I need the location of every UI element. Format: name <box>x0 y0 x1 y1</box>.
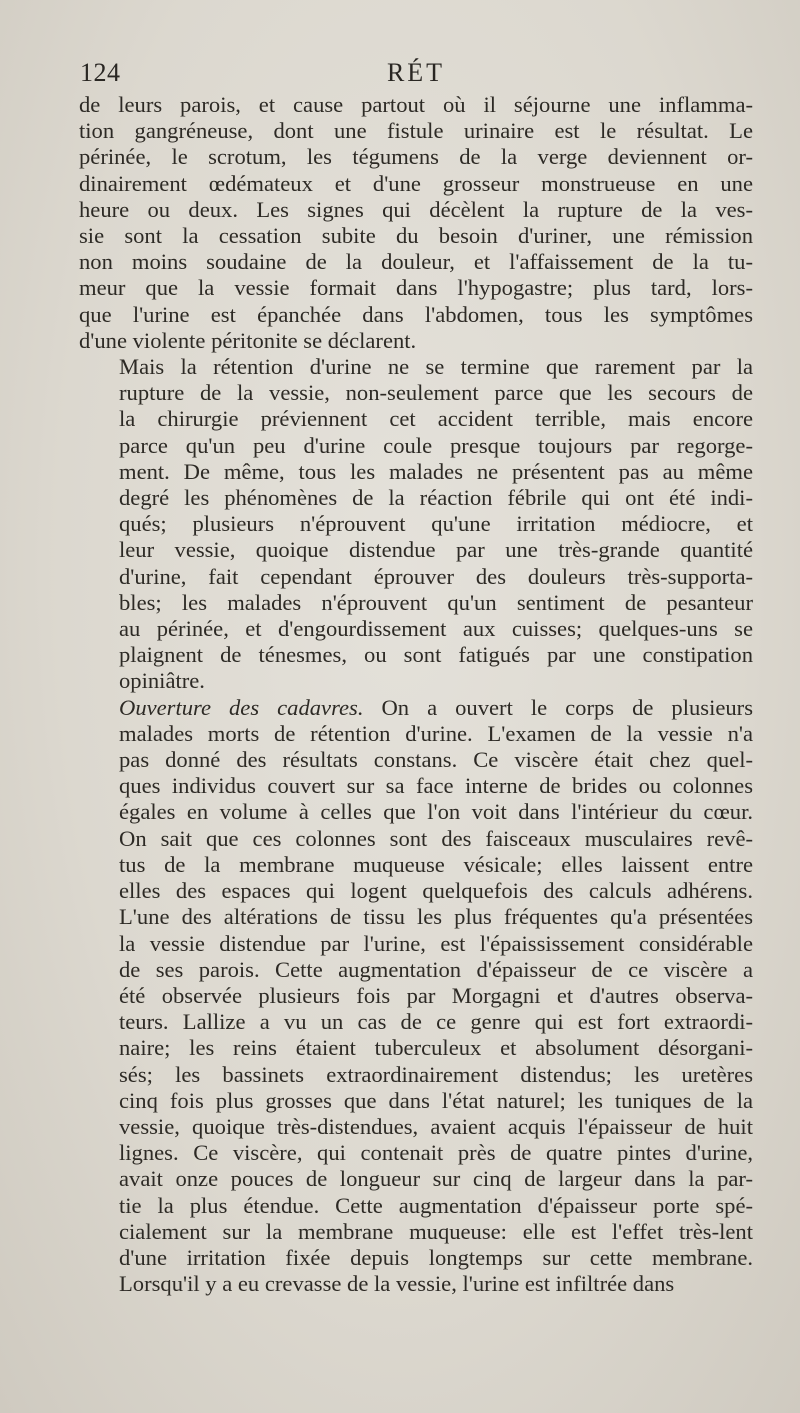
line-text: avait onze pouces de longueur sur cinq de largeur dans la par- <box>119 1166 753 1192</box>
text-line <box>79 1140 753 1166</box>
line-text: sie sont la cessation subite du besoin d'uriner, une rémission <box>79 223 753 249</box>
text-line <box>79 590 753 616</box>
text-line <box>79 1193 753 1219</box>
line-text: la vessie distendue par l'urine, est l'épaississement considérable <box>119 930 753 956</box>
line-text: Lorsqu'il y a eu crevasse de la vessie, l'urine est infiltrée dans <box>119 1271 675 1297</box>
text-line <box>79 564 753 590</box>
text-line <box>79 1035 753 1061</box>
text-line <box>79 957 753 983</box>
line-text: degré les phénomènes de la réaction fébrile qui ont été indi- <box>119 485 753 511</box>
line-text: On sait que ces colonnes sont des faisceaux musculaires revê- <box>119 825 753 851</box>
line-text: naire; les reins étaient tuberculeux et absolument désorgani- <box>119 1035 753 1061</box>
line-text: parce qu'un peu d'urine coule presque toujours par regorge- <box>119 432 753 458</box>
line-text: rupture de la vessie, non-seulement parce que les secours de <box>119 380 753 406</box>
text-line <box>79 1088 753 1114</box>
text-line <box>79 249 753 275</box>
text-line <box>79 695 753 721</box>
text-line <box>79 537 753 563</box>
line-text: tus de la membrane muqueuse vésicale; elles laissent entre <box>119 851 753 877</box>
line-text: périnée, le scrotum, les tégumens de la verge deviennent or- <box>79 144 753 170</box>
line-text: opiniâtre. <box>119 668 205 694</box>
text-line <box>79 328 753 354</box>
line-text: d'une violente péritonite se déclarent. <box>79 327 417 353</box>
text-line <box>79 433 753 459</box>
page-header <box>80 58 752 94</box>
line-text: leur vessie, quoique distendue par une très-grande quantité <box>119 537 753 563</box>
line-text: d'une irritation fixée depuis longtemps sur cette membrane. <box>119 1244 753 1270</box>
line-text: d'urine, fait cependant éprouver des douleurs très-supporta- <box>119 563 753 589</box>
text-line <box>79 380 753 406</box>
text-line <box>79 747 753 773</box>
line-text: teurs. Lallize a vu un cas de ce genre qui est fort extraordi- <box>119 1009 753 1035</box>
text-line <box>79 171 753 197</box>
line-text: On a ouvert le corps de plusieurs <box>363 694 753 720</box>
line-text: au périnée, et d'engourdissement aux cuisses; quelques-uns se <box>119 616 753 642</box>
line-text: malades morts de rétention d'urine. L'examen de la vessie n'a <box>119 720 753 746</box>
text-line <box>79 799 753 825</box>
line-text: pas donné des résultats constans. Ce viscère était chez quel- <box>119 747 753 773</box>
text-line <box>79 354 753 380</box>
text-line <box>79 852 753 878</box>
paragraph <box>79 354 753 695</box>
line-text: qués; plusieurs n'éprouvent qu'une irritation médiocre, et <box>119 511 753 537</box>
line-text: lignes. Ce viscère, qui contenait près de quatre pintes d'urine, <box>119 1140 753 1166</box>
line-text: été observée plusieurs fois par Morgagni et d'autres observa- <box>119 982 753 1008</box>
text-line <box>79 459 753 485</box>
text-line <box>79 485 753 511</box>
line-text: ment. De même, tous les malades ne présentent pas au même <box>119 458 753 484</box>
text-line <box>79 197 753 223</box>
text-line <box>79 773 753 799</box>
text-line <box>79 302 753 328</box>
line-text: sés; les bassinets extraordinairement distendus; les uretères <box>119 1061 753 1087</box>
line-text: elles des espaces qui logent quelquefois des calculs adhérens. <box>119 878 753 904</box>
text-line <box>79 1219 753 1245</box>
line-text: Mais la rétention d'urine ne se termine que rarement par la <box>119 354 753 380</box>
text-line <box>79 878 753 904</box>
line-text: tion gangréneuse, dont une fistule urinaire est le résultat. Le <box>79 118 753 144</box>
line-text: cialement sur la membrane muqueuse: elle est l'effet très-lent <box>119 1218 753 1244</box>
text-line <box>79 1166 753 1192</box>
line-text: tie la plus étendue. Cette augmentation d'épaisseur porte spé- <box>119 1192 753 1218</box>
text-line <box>79 511 753 537</box>
text-line <box>79 668 753 694</box>
line-text: égales en volume à celles que l'on voit dans l'intérieur du cœur. <box>119 799 753 825</box>
line-text: heure ou deux. Les signes qui décèlent la rupture de la ves- <box>79 196 753 222</box>
text-line <box>79 642 753 668</box>
line-text: ques individus couvert sur sa face interne de brides ou colonnes <box>119 773 753 799</box>
line-text: meur que la vessie formait dans l'hypogastre; plus tard, lors- <box>79 275 753 301</box>
line-text: L'une des altérations de tissu les plus fréquentes qu'a présentées <box>119 904 753 930</box>
paragraph <box>79 695 753 1298</box>
body-text <box>79 92 753 1297</box>
section-lead: Ouverture des cadavres. <box>119 694 364 720</box>
text-line <box>79 983 753 1009</box>
text-line <box>79 904 753 930</box>
text-line <box>79 118 753 144</box>
paragraph <box>79 92 753 354</box>
text-line <box>79 406 753 432</box>
text-line <box>79 275 753 301</box>
page-number: 124 <box>80 58 121 87</box>
running-head: RÉT <box>386 58 446 87</box>
line-text: plaignent de ténesmes, ou sont fatigués par une constipation <box>119 642 753 668</box>
line-text: non moins soudaine de la douleur, et l'affaissement de la tu- <box>79 249 753 275</box>
text-line <box>79 1245 753 1271</box>
text-line <box>79 1009 753 1035</box>
line-text: cinq fois plus grosses que dans l'état naturel; les tuniques de la <box>119 1087 753 1113</box>
text-line <box>79 931 753 957</box>
text-line <box>79 223 753 249</box>
text-line <box>79 1114 753 1140</box>
line-text: de ses parois. Cette augmentation d'épaisseur de ce viscère a <box>119 956 753 982</box>
text-line <box>79 826 753 852</box>
line-text: que l'urine est épanchée dans l'abdomen, tous les symptômes <box>79 301 753 327</box>
text-line <box>79 1271 753 1297</box>
text-line <box>79 144 753 170</box>
text-line <box>79 1062 753 1088</box>
line-text: la chirurgie préviennent cet accident terrible, mais encore <box>119 406 753 432</box>
line-text: dinairement œdémateux et d'une grosseur monstrueuse en une <box>79 170 753 196</box>
line-text: vessie, quoique très-distendues, avaient acquis l'épaisseur de huit <box>119 1113 753 1139</box>
text-line <box>79 721 753 747</box>
text-line <box>79 616 753 642</box>
text-line <box>79 92 753 118</box>
line-text: de leurs parois, et cause partout où il séjourne une inflamma- <box>79 92 753 117</box>
line-text: bles; les malades n'éprouvent qu'un sentiment de pesanteur <box>119 589 753 615</box>
